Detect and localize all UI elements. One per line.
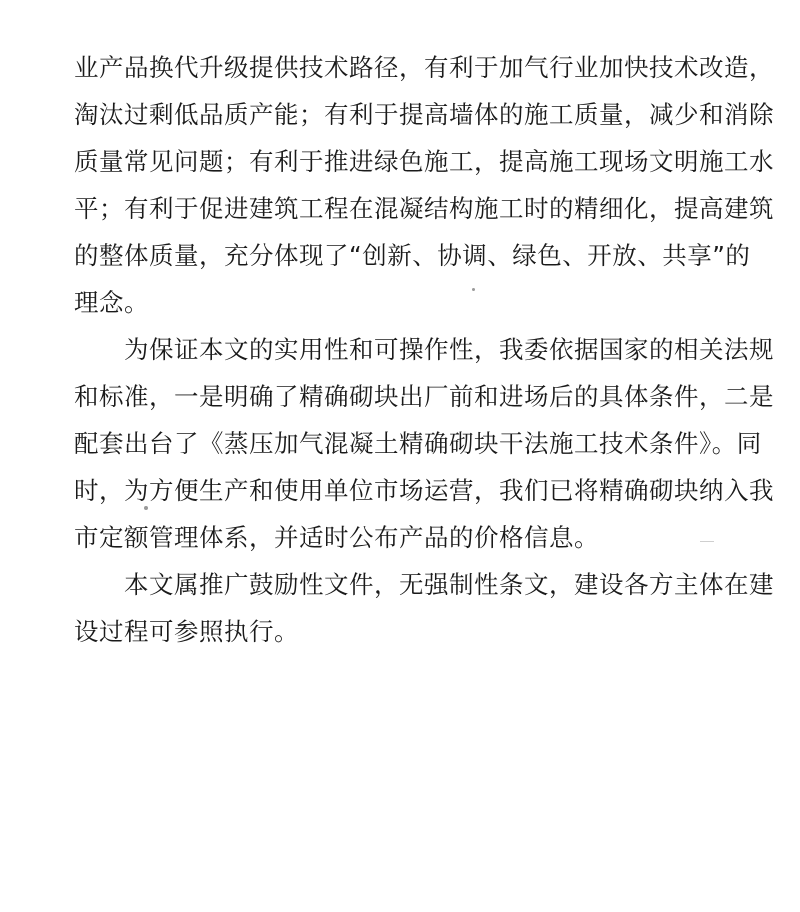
text-line: 和标准，一是明确了精确砌块出厂前和进场后的具体条件，二是: [74, 382, 774, 411]
text-line: 时，为方便生产和使用单位市场运营，我们已将精确砌块纳入我: [74, 476, 774, 505]
text-line: 市定额管理体系，并适时公布产品的价格信息。: [74, 523, 599, 552]
text-line: 的整体质量，充分体现了“创新、协调、绿色、开放、共享”的: [74, 241, 751, 270]
text-line: 理念。: [74, 288, 149, 317]
scan-speck: [144, 506, 148, 510]
paragraph-1: [74, 44, 774, 326]
document-body: [74, 44, 774, 655]
text-line: 质量常见问题；有利于推进绿色施工，提高施工现场文明施工水: [74, 147, 774, 176]
text-line: 淘汰过剩低品质产能；有利于提高墙体的施工质量，减少和消除: [74, 100, 774, 129]
text-line: 配套出台了《蒸压加气混凝土精确砌块干法施工技术条件》。同: [74, 429, 762, 458]
scan-mark: [700, 541, 714, 542]
text-line: 设过程可参照执行。: [74, 617, 299, 646]
text-line: 本文属推广鼓励性文件，无强制性条文，建设各方主体在建: [74, 570, 774, 599]
text-line: 业产品换代升级提供技术路径，有利于加气行业加快技术改造，: [74, 53, 774, 82]
text-line: 平；有利于促进建筑工程在混凝结构施工时的精细化，提高建筑: [74, 194, 774, 223]
paragraph-2: [74, 326, 774, 561]
paragraph-3: [74, 561, 774, 655]
text-line: 为保证本文的实用性和可操作性，我委依据国家的相关法规: [74, 335, 774, 364]
scan-speck: [472, 288, 475, 291]
